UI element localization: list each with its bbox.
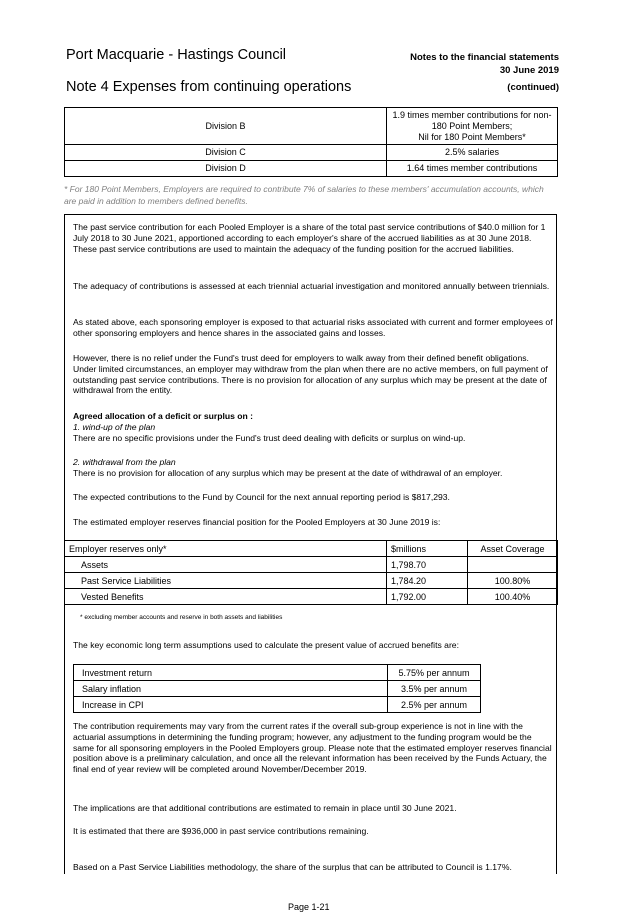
note-title: Note 4 Expenses from continuing operations [66,79,352,95]
division-value-line: 180 Point Members; [431,120,513,131]
millions-cell: 1,784.20 [387,573,468,589]
paragraph: As stated above, each sponsoring employer is exposed to that actuarial risks associated with current and former employees of other sponsoring employers and hence shares in the associated gains and losses. [73,317,553,338]
table-row [65,557,558,573]
row-label: Assets [65,557,387,573]
reserves-table [64,540,558,605]
paragraph: It is estimated that there are $936,000 in past service contributions remaining. [73,826,369,836]
paragraph: However, there is no relief under the Fund's trust deed for employers to walk away from their defined benefit obligations. Under limited circumstances, an employer may withdraw from the plan when there are no active members, on full payment of outstanding past service contributions. There is no provision for allocation of any surplus which may be present at the date of withdrawal from the entity. [73,353,548,396]
coverage-cell [468,557,558,573]
paragraph: The expected contributions to the Fund by Council for the next annual reporting period is $817,293. [73,492,450,502]
table-row [65,161,558,177]
column-header: Asset Coverage [468,541,558,557]
council-name: Port Macquarie - Hastings Council [66,47,287,63]
notes-title: Notes to the financial statements [410,52,559,63]
statement-date: 30 June 2019 [499,65,559,76]
division-value-line: Nil for 180 Point Members* [418,131,526,142]
paragraph: The key economic long term assumptions used to calculate the present value of accrued benefits are: [73,640,459,650]
division-cell: Division B [65,108,387,145]
row-label: Vested Benefits [65,589,387,605]
table-row [74,681,481,697]
division-value-cell [387,108,558,145]
paragraph: The estimated employer reserves financial position for the Pooled Employers at 30 June 2019 is: [73,517,441,527]
assumption-value: 2.5% per annum [388,697,481,713]
table-row [65,573,558,589]
assumption-value: 5.75% per annum [388,665,481,681]
coverage-cell: 100.40% [468,589,558,605]
assumption-label: Increase in CPI [74,697,388,713]
row-label: Past Service Liabilities [65,573,387,589]
reserves-footnote: * excluding member accounts and reserve in both assets and liabilities [80,614,283,621]
coverage-cell: 100.80% [468,573,558,589]
page-number: Page 1-21 [288,902,330,912]
division-value-line: 1.9 times member contributions for non- [392,109,552,120]
column-header: Employer reserves only* [65,541,387,557]
paragraph: There are no specific provisions under the Fund's trust deed dealing with deficits or surplus on wind-up. [73,433,466,443]
assumption-label: Investment return [74,665,388,681]
paragraph: The contribution requirements may vary from the current rates if the overall sub-group experience is not in line with the actuarial assumptions in determining the funding program; however, any adjustment to the funding program would be the same for all sponsoring employers in the Pooled Employers group. Please note that the estimated employer reserves financial position above is a preliminary calculation, and once all the relevant information has been received by the Funds Actuary, the final end of year review will be completed around November/December 2019. [73,721,552,775]
division-cell: Division C [65,145,387,161]
table-row [65,108,558,145]
assumptions-table [73,664,481,713]
table-row [74,697,481,713]
paragraph: There is no provision for allocation of any surplus which may be present at the date of withdrawal of an employer. [73,468,503,478]
division-table [64,107,558,177]
footnote-180-point: * For 180 Point Members, Employers are required to contribute 7% of salaries to these members' accumulation accounts, which are paid in addition to members defined benefits. [64,184,544,206]
division-value-cell: 2.5% salaries [387,145,558,161]
subsection-title: 2. withdrawal from the plan [73,457,176,467]
table-row [65,589,558,605]
millions-cell: 1,798.70 [387,557,468,573]
table-header-row [65,541,558,557]
assumption-value: 3.5% per annum [388,681,481,697]
millions-cell: 1,792.00 [387,589,468,605]
continued-label: (continued) [507,82,559,93]
table-row [65,145,558,161]
subsection-title: 1. wind-up of the plan [73,422,156,432]
division-cell: Division D [65,161,387,177]
paragraph: The adequacy of contributions is assessed at each triennial actuarial investigation and monitored annually between triennials. [73,281,550,291]
paragraph: The implications are that additional contributions are estimated to remain in place until 30 June 2021. [73,803,457,813]
column-header: $millions [387,541,468,557]
paragraph: Based on a Past Service Liabilities methodology, the share of the surplus that can be attributed to Council is 1.17%. [73,862,512,872]
paragraph: The past service contribution for each Pooled Employer is a share of the total past service contributions of $40.0 million for 1 July 2018 to 30 June 2021, apportioned according to each employer's share of the accrued liabilities as at 30 June 2018. These past service contributions are used to maintain the adequacy of the funding position for the accrued liabilities. [73,222,546,254]
table-row [74,665,481,681]
agreed-allocation-heading: Agreed allocation of a deficit or surplus on : [73,411,254,421]
division-value-cell: 1.64 times member contributions [387,161,558,177]
assumption-label: Salary inflation [74,681,388,697]
